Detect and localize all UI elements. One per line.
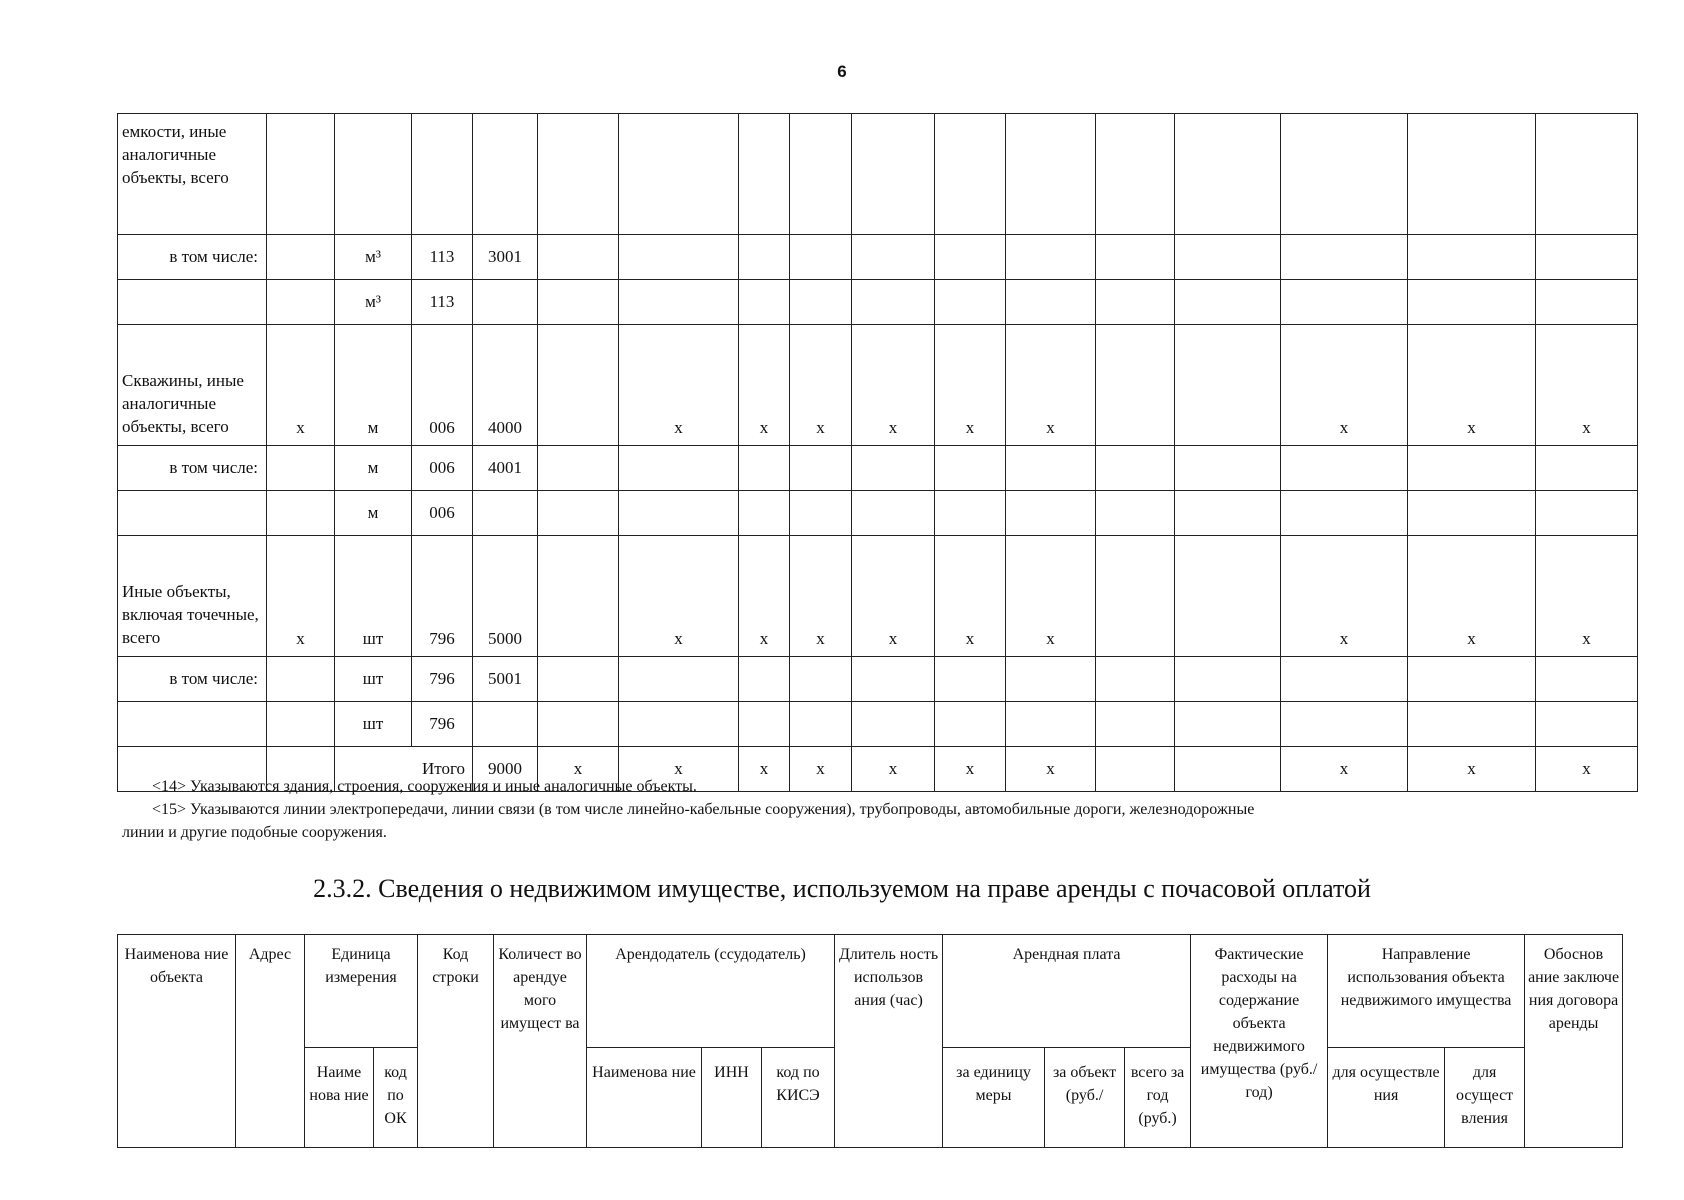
page-number: 6 — [837, 62, 847, 81]
header-rent-per-object: за объект (руб./ — [1045, 1048, 1125, 1148]
row-name: Скважины, иные аналогичные объекты, всего — [118, 325, 267, 446]
ok-code-cell: 006 — [412, 491, 473, 536]
header-rent-per-unit: за единицу меры — [943, 1048, 1045, 1148]
row-name: Иные объекты, включая точечные, всего — [118, 536, 267, 657]
x-mark: x — [935, 536, 1006, 657]
x-mark: x — [1006, 536, 1096, 657]
table-row — [118, 235, 1638, 280]
x-mark: x — [1536, 536, 1638, 657]
unit-cell: м³ — [335, 235, 412, 280]
header-duration: Длитель ность использов ания (час) — [835, 935, 943, 1148]
x-mark: x — [739, 536, 790, 657]
header-actual-costs: Фактические расходы на содержание объекта недвижимого имущества (руб./год) — [1191, 935, 1328, 1148]
unit-cell: м — [335, 446, 412, 491]
lower-table — [117, 934, 1623, 1148]
footnotes — [122, 775, 1622, 844]
header-direction-2: для осущест вления — [1445, 1048, 1525, 1148]
row-name: в том числе: — [118, 657, 267, 702]
row-name: в том числе: — [118, 235, 267, 280]
header-rent: Арендная плата — [943, 935, 1191, 1048]
footnote-15: <15> Указываются линии электропередачи, линии связи (в том числе линейно-кабельные сооружения), трубопроводы, автомобильные дороги, железнодорожные — [152, 801, 1255, 818]
x-mark: x — [538, 747, 619, 792]
ok-code-cell: 796 — [412, 536, 473, 657]
line-code-cell: 9000 — [473, 747, 538, 792]
x-mark: x — [1281, 325, 1408, 446]
unit-cell: м — [335, 325, 412, 446]
line-code-cell: 5000 — [473, 536, 538, 657]
ok-code-cell: 796 — [412, 702, 473, 747]
row-name: емкости, иные аналогичные объекты, всего — [118, 114, 267, 235]
x-mark: x — [1006, 325, 1096, 446]
footnote-14: <14> Указываются здания, строения, сооружения и иные аналогичные объекты. — [152, 778, 697, 795]
header-unit-name: Наиме нова ние — [305, 1048, 374, 1148]
x-mark: x — [790, 536, 852, 657]
header-quantity: Количест во арендуе мого имущест ва — [494, 935, 587, 1148]
x-mark: x — [790, 747, 852, 792]
ok-code-cell: 006 — [412, 325, 473, 446]
table-row — [118, 446, 1638, 491]
x-mark: x — [935, 747, 1006, 792]
header-lessor-name: Наименова ние — [587, 1048, 702, 1148]
header-direction: Направление использования объекта недвижимого имущества — [1328, 935, 1525, 1048]
upper-table — [117, 113, 1638, 792]
row-name: в том числе: — [118, 446, 267, 491]
x-mark: x — [1536, 325, 1638, 446]
line-code-cell: 3001 — [473, 235, 538, 280]
header-unit: Единица измерения — [305, 935, 418, 1048]
x-mark: x — [267, 536, 335, 657]
section-title: 2.3.2. Сведения о недвижимом имуществе, используемом на праве аренды с почасовой оплатой — [313, 874, 1371, 903]
header-lessor: Арендодатель (ссудодатель) — [587, 935, 835, 1048]
x-mark: x — [852, 536, 935, 657]
header-unit-code: код по ОК — [374, 1048, 418, 1148]
unit-cell: шт — [335, 702, 412, 747]
line-code-cell: 4000 — [473, 325, 538, 446]
table-row — [118, 114, 1638, 235]
x-mark: x — [1408, 747, 1536, 792]
unit-cell: м³ — [335, 280, 412, 325]
x-mark: x — [790, 325, 852, 446]
unit-cell: шт — [335, 536, 412, 657]
x-mark: x — [619, 747, 739, 792]
ok-code-cell: 113 — [412, 235, 473, 280]
header-line-code: Код строки — [418, 935, 494, 1148]
line-code-cell: 5001 — [473, 657, 538, 702]
x-mark: x — [1536, 747, 1638, 792]
x-mark: x — [267, 325, 335, 446]
total-label: Итого — [335, 747, 473, 792]
x-mark: x — [1006, 747, 1096, 792]
header-row — [118, 935, 1623, 1048]
line-code-cell: 4001 — [473, 446, 538, 491]
ok-code-cell: 006 — [412, 446, 473, 491]
x-mark: x — [1408, 536, 1536, 657]
ok-code-cell: 113 — [412, 280, 473, 325]
table-row — [118, 702, 1638, 747]
x-mark: x — [935, 325, 1006, 446]
table-row — [118, 491, 1638, 536]
x-mark: x — [619, 325, 739, 446]
x-mark: x — [852, 747, 935, 792]
table-row — [118, 536, 1638, 657]
x-mark: x — [852, 325, 935, 446]
x-mark: x — [1281, 747, 1408, 792]
x-mark: x — [1408, 325, 1536, 446]
x-mark: x — [619, 536, 739, 657]
header-address: Адрес — [236, 935, 305, 1148]
header-justification: Обоснов ание заключе ния договора аренды — [1525, 935, 1623, 1148]
x-mark: x — [1281, 536, 1408, 657]
table-row — [118, 657, 1638, 702]
x-mark: x — [739, 747, 790, 792]
header-inn: ИНН — [702, 1048, 762, 1148]
header-rent-total: всего за год (руб.) — [1125, 1048, 1191, 1148]
table-row — [118, 280, 1638, 325]
header-object-name: Наименова ние объекта — [118, 935, 236, 1148]
unit-cell: м — [335, 491, 412, 536]
header-direction-1: для осуществле ния — [1328, 1048, 1445, 1148]
header-kise: код по КИСЭ — [762, 1048, 835, 1148]
unit-cell: шт — [335, 657, 412, 702]
x-mark: x — [739, 325, 790, 446]
footnote-15-continuation: линии и другие подобные сооружения. — [122, 824, 387, 841]
ok-code-cell: 796 — [412, 657, 473, 702]
table-row — [118, 325, 1638, 446]
